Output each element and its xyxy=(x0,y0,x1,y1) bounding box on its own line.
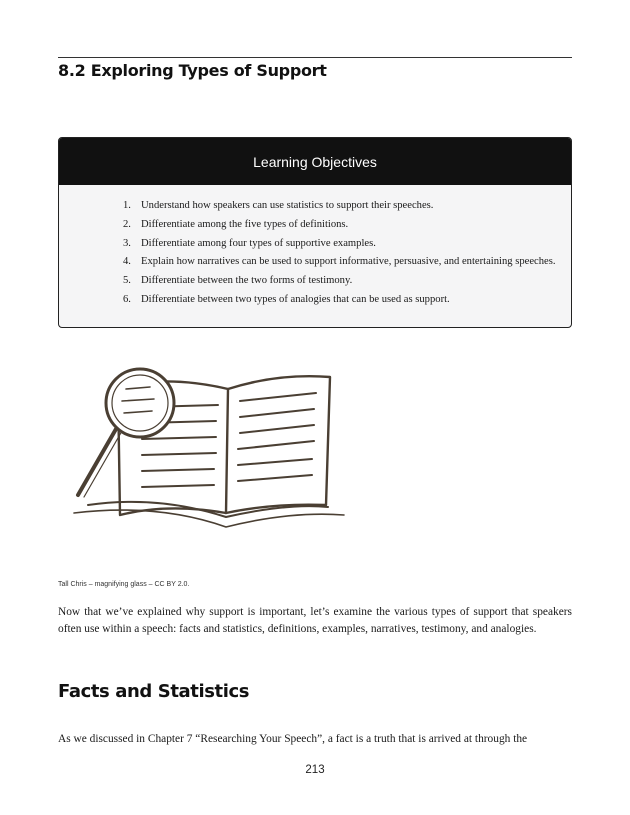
learning-objectives-box xyxy=(58,137,572,328)
list-item: 4. Explain how narratives can be used to support informative, persuasive, and entertaining speeches. xyxy=(123,256,556,268)
intro-paragraph: Now that we’ve explained why support is important, let’s examine the various types of support that speakers often use within a speech: facts and statistics, definitions, examples, narratives, testimony, and analogies. xyxy=(58,606,572,635)
page-number: 213 xyxy=(305,764,325,776)
list-item: 5. Differentiate between the two forms of testimony. xyxy=(123,275,353,287)
list-item: 6. Differentiate between two types of analogies that can be used as support. xyxy=(123,293,450,305)
magnifying-glass-book-icon xyxy=(58,345,348,535)
list-item: 3. Differentiate among four types of supportive examples. xyxy=(123,237,376,249)
learning-objectives-heading: Learning Objectives xyxy=(59,138,571,185)
list-item: 1. Understand how speakers can use statistics to support their speeches. xyxy=(123,200,434,211)
learning-objectives-list xyxy=(59,185,571,310)
subheading-facts-statistics: Facts and Statistics xyxy=(58,681,250,702)
body-paragraph: As we discussed in Chapter 7 “Researching Your Speech”, a fact is a truth that is arrived at through the xyxy=(58,733,528,745)
figure-caption: Tall Chris – magnifying glass – CC BY 2.0. xyxy=(58,581,190,588)
top-rule xyxy=(58,57,572,58)
list-item: 2. Differentiate among the five types of definitions. xyxy=(123,218,349,230)
section-title: 8.2 Exploring Types of Support xyxy=(58,61,327,80)
